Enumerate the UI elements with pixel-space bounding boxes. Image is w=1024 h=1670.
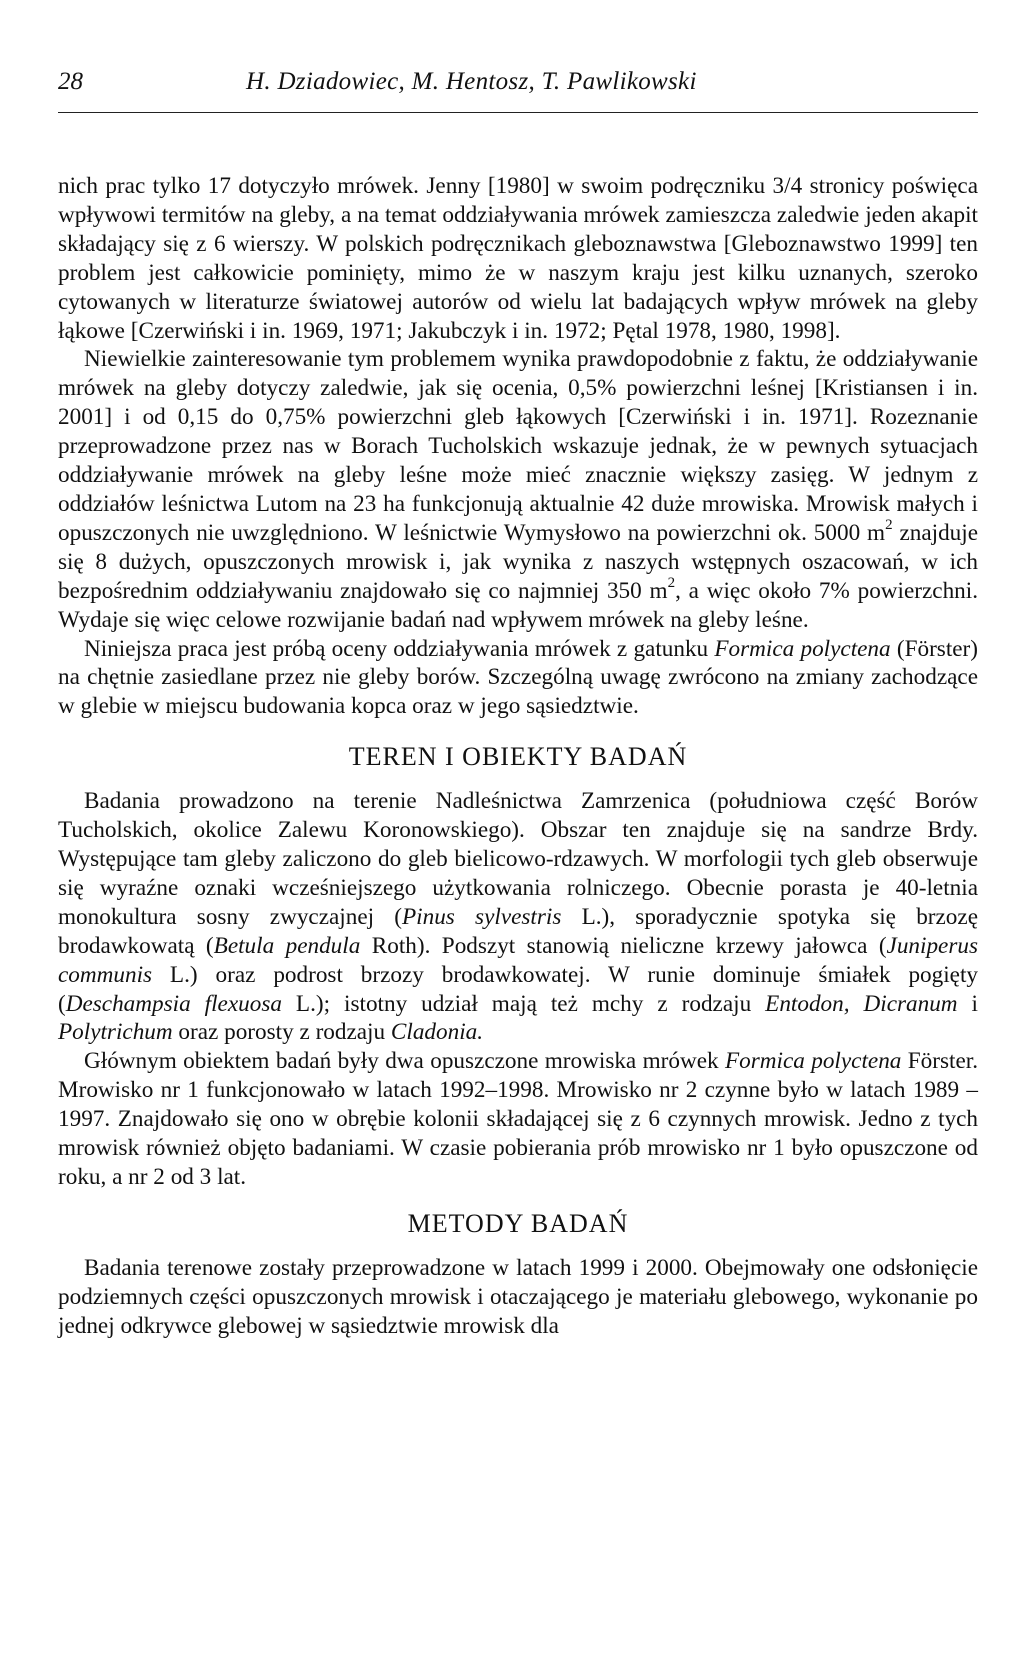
- paragraph-3-text-b: (Förster) na chętnie zasiedlane przez nie gleby borów. Szczególną uwagę zwrócono na zmiany zachodzące w glebie w miejscu budowania kopca oraz w jego sąsiedztwie.: [58, 635, 978, 720]
- species-name: Pinus sylvestris: [402, 903, 562, 930]
- paragraph-5: [58, 1047, 978, 1192]
- section-heading-methods: METODY BADAŃ: [407, 1208, 629, 1238]
- genus-name: Entodon, Dicranum: [765, 990, 958, 1017]
- page-number: 28: [58, 68, 83, 95]
- paragraph-3-text-a: Niniejsza praca jest próbą oceny oddziaływania mrówek z gatunku: [84, 635, 715, 662]
- genus-name: Cladonia.: [390, 1019, 484, 1046]
- body-text: [58, 172, 978, 1341]
- paragraph-4: [58, 787, 978, 1047]
- species-name: Deschampsia flexuosa: [65, 990, 282, 1017]
- paragraph-2-text-a: Niewielkie zainteresowanie tym problemem wynika prawdopodobnie z faktu, że oddziaływanie mrówek na gleby dotyczy zaledwie, jak się ocenia, 0,5% powierzchni leśnej [Kristiansen i in. 2001] i od 0,15 do 0,75% powierzchni gleb łąkowych [Czerwiński i in. 1971]. Rozeznanie przeprowadzone przez nas w Borach Tucholskich wskazuje jednak, że w pewnych sytuacjach oddziaływanie mrówek na gleby leśne może mieć znacznie większy zasięg. W jednym z oddziałów leśnictwa Lutom na 23 ha funkcjonują aktualnie 42 duże mrowiska. Mrowisk małych i opuszczonych nie uwzględniono. W leśnictwie Wymysłowo na powierzchni ok. 5000 m: [58, 346, 978, 546]
- paragraph-1: nich prac tylko 17 dotyczyło mrówek. Jenny [1980] w swoim podręczniku 3/4 stronicy poświęca wpływowi termitów na gleby, a na temat oddziaływania mrówek zamieszcza zaledwie jeden akapit składający się z 6 wierszy. W polskich podręcznikach gleboznawstwa [Gleboznawstwo 1999] ten problem jest całkowicie pominięty, mimo że w naszym kraju jest kilku uznanych, szeroko cytowanych w literaturze światowej autorów od wielu lat badających wpływ mrówek na gleby łąkowe [Czerwiński i in. 1969, 1971; Jakubczyk i in. 1972; Pętal 1978, 1980, 1998].: [58, 173, 978, 344]
- superscript-2: 2: [885, 517, 893, 534]
- paragraph-3: [58, 635, 978, 722]
- paragraph-5-text-b: Förster. Mrowisko nr 1 funkcjonowało w latach 1992–1998. Mrowisko nr 2 czynne było w latach 1989 –1997. Znajdowało się ono w obrębie kolonii składającej się z 6 czynnych mrowisk. Jedno z tych mrowisk również objęto badaniami. W czasie pobierania prób mrowisko nr 1 było opuszczone od roku, a nr 2 od 3 lat.: [58, 1048, 978, 1190]
- paragraph-4-text-g: oraz porosty z rodzaju: [172, 1019, 391, 1046]
- species-name: Formica polyctena: [714, 635, 891, 662]
- paragraph-4-text-d: L.) oraz podrost brzozy brodawkowatej. W runie dominuje śmiałek pogięty (: [58, 961, 978, 1017]
- header-rule: [58, 112, 978, 113]
- species-name: Juniperus communis: [58, 932, 978, 988]
- paragraph-4-text-c: Roth). Podszyt stanowią nieliczne krzewy jałowca (: [360, 932, 887, 959]
- genus-name: Polytrichum: [58, 1019, 173, 1046]
- paragraph-4-text-a: Badania prowadzono na terenie Nadleśnictwa Zamrzenica (południowa część Borów Tucholskich, okolice Zalewu Koronowskiego). Obszar ten znajduje się na sandrze Brdy. Występujące tam gleby zaliczono do gleb bielicowo-rdzawych. W morfologii tych gleb obserwuje się wyraźne oznaki wcześniejszego użytkowania rolniczego. Obecnie porasta je 40-letnia monokultura sosny zwyczajnej (: [58, 788, 978, 930]
- paragraph-6: Badania terenowe zostały przeprowadzone w latach 1999 i 2000. Obejmowały one odsłonięcie podziemnych części opuszczonych mrowisk i otaczającego je materiału glebowego, wykonanie po jednej odkrywce glebowej w sąsiedztwie mrowisk dla: [58, 1254, 978, 1339]
- paragraph-5-text-a: Głównym obiektem badań były dwa opuszczone mrowiska mrówek: [84, 1048, 725, 1075]
- superscript-2b: 2: [667, 574, 676, 591]
- running-head: [58, 62, 978, 102]
- paragraph-4-text-b: L.), sporadycznie spotyka się brzozę brodawkowatą (: [58, 903, 978, 959]
- paragraph-2: [58, 345, 978, 634]
- paragraph-2-text-c: , a więc około 7% powierzchni. Wydaje się więc celowe rozwijanie badań nad wpływem mrówek na gleby leśne.: [58, 577, 979, 633]
- species-name: Formica polyctena: [725, 1048, 902, 1075]
- running-head-authors: H. Dziadowiec, M. Hentosz, T. Pawlikowski: [246, 68, 697, 95]
- paragraph-2-text-b: znajduje się 8 dużych, opuszczonych mrowisk i, jak wynika z naszych wstępnych oszacowań, w ich bezpośrednim oddziaływaniu znajdowało się co najmniej 350 m: [58, 519, 978, 604]
- section-heading-study-area: TEREN I OBIEKTY BADAŃ: [348, 742, 688, 772]
- species-name: Betula pendula: [213, 932, 361, 959]
- paragraph-4-text-f: i: [957, 990, 978, 1017]
- paragraph-4-text-e: L.); istotny udział mają też mchy z rodzaju: [281, 990, 766, 1017]
